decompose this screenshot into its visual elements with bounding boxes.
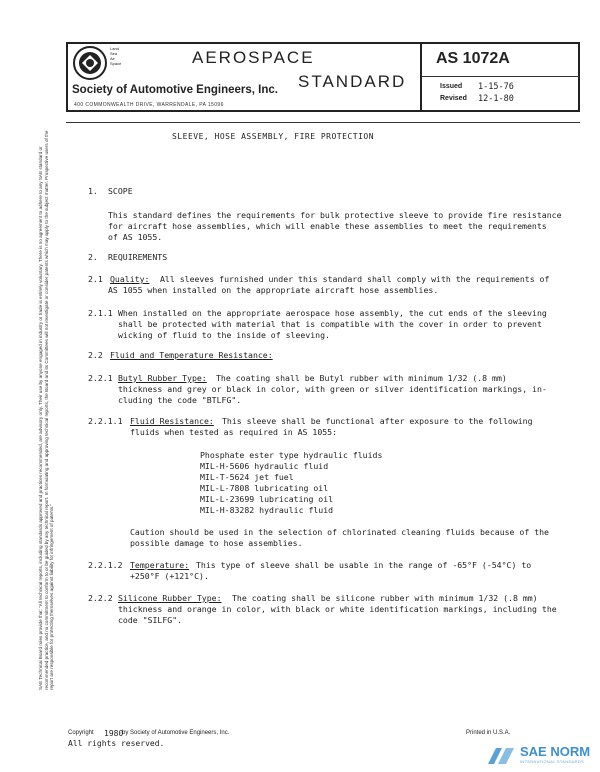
section-number: 2.2 <box>88 350 103 360</box>
paragraph-line: This sleeve shall be functional after exposure to the following <box>222 416 533 426</box>
subsection-heading: Fluid Resistance: <box>130 416 214 426</box>
section-number: 2.2.1.1 <box>88 416 123 426</box>
paragraph-line: The coating shall be Butyl rubber with minimum 1/32 (.8 mm) <box>216 373 507 383</box>
subsection-heading: Quality: <box>110 274 150 284</box>
paragraph-line: The coating shall be silicone rubber with minimum 1/32 (.8 mm) <box>232 593 538 603</box>
fluid-list-item: MIL-H-83282 hydraulic fluid <box>200 505 334 515</box>
section-number: 2.2.2 <box>88 593 113 603</box>
section-number: 1. <box>88 186 98 196</box>
document-number: AS 1072A <box>436 50 510 67</box>
watermark-text: SAE NORM <box>520 744 591 759</box>
logo-line: Space <box>110 61 122 66</box>
header-title-line1: AEROSPACE <box>192 48 315 67</box>
footer-copyright: Copyright <box>68 730 94 736</box>
fluid-list-item: MIL-H-5606 hydraulic fluid <box>200 461 329 471</box>
paragraph-line: code "SILFG". <box>118 615 183 625</box>
header-divider <box>420 42 422 112</box>
fluid-list-item: MIL-L-23699 lubricating oil <box>200 494 334 504</box>
revised-date: 12-1-80 <box>478 94 514 104</box>
paragraph-line: fluids when tested as required in AS 1055: <box>130 427 338 437</box>
paragraph-line: thickness and orange in color, with black or white identification markings, including the <box>118 604 557 614</box>
section-number: 2.1.1 <box>88 308 113 318</box>
title-rule <box>66 122 580 123</box>
paragraph-line: This standard defines the requirements for bulk protective sleeve to provide fire resistance <box>108 210 562 220</box>
subsection-heading: Butyl Rubber Type: <box>118 373 207 383</box>
logo-line: Air <box>110 56 115 61</box>
paragraph-line: wicking of fluid to the inside of sleeving. <box>118 330 330 340</box>
society-name: Society of Automotive Engineers, Inc. <box>72 84 278 96</box>
paragraph-line: of AS 1055. <box>108 232 163 242</box>
section-title: SCOPE <box>108 186 133 196</box>
paragraph-line: +250°F (+121°C). <box>130 571 209 581</box>
paragraph-line: cluding the code "BTLFG". <box>118 395 242 405</box>
fluid-list-item: MIL-T-5624 jet fuel <box>200 472 294 482</box>
sae-logo-icon <box>72 45 108 81</box>
section-number: 2.2.1 <box>88 373 113 383</box>
doc-number-rule <box>422 76 580 77</box>
paragraph-line: All sleeves furnished under this standard shall comply with the requirements of <box>160 274 550 284</box>
fluid-list-item: Phosphate ester type hydraulic fluids <box>200 450 383 460</box>
document-title: SLEEVE, HOSE ASSEMBLY, FIRE PROTECTION <box>172 132 375 141</box>
subsection-heading: Temperature: <box>130 560 190 570</box>
footer-printed: Printed in U.S.A. <box>466 730 511 736</box>
caution-line: possible damage to hose assemblies. <box>130 538 303 548</box>
footer-rights: All rights reserved. <box>68 739 165 748</box>
section-number: 2.1 <box>88 274 103 284</box>
issued-label: Issued <box>440 83 463 90</box>
logo-caption <box>110 46 121 66</box>
revised-label: Revised <box>440 95 467 102</box>
paragraph-line: for aircraft hose assemblies, which will enable these assemblies to meet the requirements <box>108 221 547 231</box>
paragraph-line: AS 1055 when installed on the appropriate aircraft hose assemblies. <box>108 285 439 295</box>
logo-line: Sea <box>110 51 118 56</box>
watermark-subtext: INTERNATIONAL STANDARDS <box>520 759 584 764</box>
caution-line: Caution should be used in the selection of chlorinated cleaning fluids because of the <box>130 527 549 537</box>
society-address: 400 COMMONWEALTH DRIVE, WARRENDALE, PA 15096 <box>74 102 224 108</box>
subsection-heading: Silicone Rubber Type: <box>118 593 222 603</box>
paragraph-line: thickness and grey or black in color, with green or silver identification markings, in- <box>118 384 547 394</box>
logo-line: Land <box>110 46 119 51</box>
fluid-list-item: MIL-L-7808 lubricating oil <box>200 483 329 493</box>
paragraph-line: shall be protected with material that is compatible with the cover in order to prevent <box>118 319 542 329</box>
section-title: REQUIREMENTS <box>108 252 168 262</box>
paragraph-line: When installed on the appropriate aerospace hose assembly, the cut ends of the sleeving <box>118 308 547 318</box>
section-number: 2. <box>88 252 98 262</box>
footer-year: 1980 <box>104 729 124 738</box>
paragraph-line: This type of sleeve shall be usable in the range of -65°F (-54°C) to <box>196 560 532 570</box>
header-title-line2: STANDARD <box>298 72 407 91</box>
side-legal-notice: SAE Technical Board rules provide that: "All technical reports, including standards approved and practices recommended, are advisory only. Their use by anyone engaged in industry or trade is entirely voluntary. There is no agreement to adhere to any SAE standard or recommended practice, and no commitment to conform to or be guided by any technical report. In formulating and approving technical reports, the Board and its Committees will not investigate or consider patents which may apply to the subject matter. Prospective users of the report are responsible for protecting themselves against liability for infringement of patents." <box>38 130 55 690</box>
subsection-heading: Fluid and Temperature Resistance: <box>110 350 273 360</box>
issued-date: 1-15-76 <box>478 82 514 92</box>
section-number: 2.2.1.2 <box>88 560 123 570</box>
footer-society: by Society of Automotive Engineers, Inc. <box>122 730 230 736</box>
